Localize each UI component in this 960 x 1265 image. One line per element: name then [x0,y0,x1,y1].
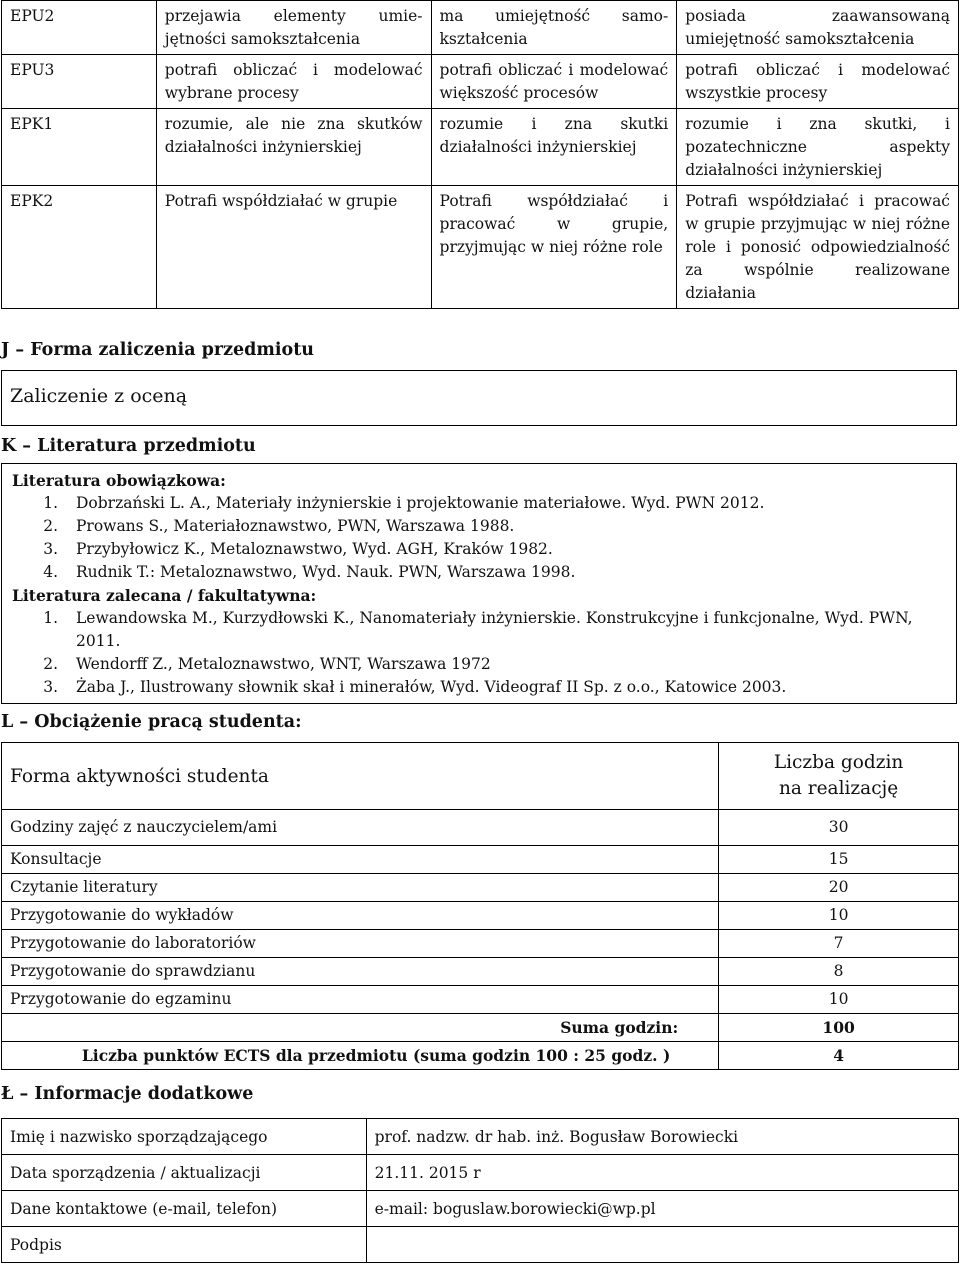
workload-row [2,930,959,958]
grading-value: Zaliczenie z oceną [10,385,188,407]
sum-value: 100 [719,1014,959,1042]
info-label: Dane kontaktowe (e-mail, telefon) [2,1191,367,1227]
info-label: Data sporządzenia / aktualizacji [2,1155,367,1191]
ects-value: 4 [719,1042,959,1070]
literature-item [12,607,948,653]
activity-label: Przygotowanie do laboratoriów [2,930,719,958]
effects-row [2,109,959,186]
literature-text: Wendorff Z., Metaloznawstwo, WNT, Warszawa 1972 [76,655,491,673]
effects-row [2,186,959,309]
effect-code: EPU3 [2,55,157,109]
literature-item [12,676,948,699]
grade-3-description: Potrafi współdziałać w grupie [156,186,431,309]
grade-3-description: rozumie, ale nie zna skutków działalności inżynierskiej [156,109,431,186]
literature-item [12,538,948,561]
info-value: e-mail: boguslaw.borowiecki@wp.pl [366,1191,958,1227]
literature-number: 2. [43,517,58,535]
info-value: 21.11. 2015 r [366,1155,958,1191]
literature-number: 3. [43,540,58,558]
effect-code: EPK2 [2,186,157,309]
info-row [2,1227,959,1263]
workload-col1-header: Forma aktywności studenta [2,743,719,810]
workload-row [2,958,959,986]
info-value [366,1227,958,1263]
literature-item [12,492,948,515]
grade-4-description: rozumie i zna skutki działalności inżynierskiej [431,109,677,186]
info-value: prof. nadzw. dr hab. inż. Bogusław Borowiecki [366,1119,958,1155]
activity-hours: 20 [719,874,959,902]
workload-row [2,874,959,902]
section-l2-heading: Ł – Informacje dodatkowe [1,1084,254,1104]
grade-5-description: posiada zaawansowaną umiejętność samokształcenia [677,1,959,55]
workload-row [2,810,959,846]
activity-hours: 8 [719,958,959,986]
info-label: Imię i nazwisko sporządzającego [2,1119,367,1155]
literature-number: 4. [43,563,58,581]
required-literature-list [12,492,948,584]
literature-text: Prowans S., Materiałoznawstwo, PWN, Warszawa 1988. [76,517,515,535]
activity-label: Przygotowanie do sprawdzianu [2,958,719,986]
effect-code: EPK1 [2,109,157,186]
literature-text: Rudnik T.: Metaloznawstwo, Wyd. Nauk. PWN, Warszawa 1998. [76,563,576,581]
literature-text: Żaba J., Ilustrowany słownik skał i minerałów, Wyd. Videograf II Sp. z o.o., Katowice 2003. [76,678,787,696]
sum-label: Suma godzin: [2,1014,719,1042]
workload-row [2,846,959,874]
additional-info-table [1,1118,959,1263]
required-literature-heading: Literatura obowiązkowa: [12,471,226,490]
optional-literature-heading: Literatura zalecana / fakultatywna: [12,586,317,605]
workload-row [2,986,959,1014]
activity-label: Konsultacje [2,846,719,874]
literature-item [12,653,948,676]
grade-4-description: ma umiejętność samo-kształcenia [431,1,677,55]
effects-row [2,55,959,109]
info-row [2,1191,959,1227]
workload-table [1,742,959,1070]
grade-3-description: przejawia elementy umie-jętności samokształcenia [156,1,431,55]
activity-hours: 30 [719,810,959,846]
grade-3-description: potrafi obliczać i modelować wybrane procesy [156,55,431,109]
grading-box [1,370,957,426]
optional-literature-list [12,607,948,699]
activity-label: Godziny zajęć z nauczycielem/ami [2,810,719,846]
activity-label: Przygotowanie do wykładów [2,902,719,930]
ects-label: Liczba punktów ECTS dla przedmiotu (suma godzin 100 : 25 godz. ) [2,1042,719,1070]
literature-number: 1. [43,494,58,512]
literature-box [1,463,957,704]
effects-table [1,0,959,309]
literature-item [12,515,948,538]
grade-4-description: potrafi obliczać i modelować większość procesów [431,55,677,109]
grade-4-description: Potrafi współdziałać i pracować w grupie, przyjmując w niej różne role [431,186,677,309]
literature-item [12,561,948,584]
section-l-heading: L – Obciążenie pracą studenta: [1,712,302,732]
activity-hours: 10 [719,986,959,1014]
activity-label: Czytanie literatury [2,874,719,902]
grade-5-description: potrafi obliczać i modelować wszystkie procesy [677,55,959,109]
literature-number: 2. [43,655,58,673]
activity-hours: 15 [719,846,959,874]
grade-5-description: Potrafi współdziałać i pracować w grupie przyjmując w niej różne role i ponosić odpowiedzialność za wspólnie realizowane działania [677,186,959,309]
literature-number: 1. [43,609,58,627]
literature-text: Przybyłowicz K., Metaloznawstwo, Wyd. AGH, Kraków 1982. [76,540,553,558]
section-k-heading: K – Literatura przedmiotu [1,436,256,456]
section-j-heading: J – Forma zaliczenia przedmiotu [1,340,315,360]
activity-hours: 7 [719,930,959,958]
activity-label: Przygotowanie do egzaminu [2,986,719,1014]
info-row [2,1155,959,1191]
grade-5-description: rozumie i zna skutki, i pozatechniczne aspekty działalności inżynierskiej [677,109,959,186]
activity-hours: 10 [719,902,959,930]
effect-code: EPU2 [2,1,157,55]
literature-text: Lewandowska M., Kurzydłowski K., Nanomateriały inżynierskie. Konstrukcyjne i funkcjonalne, Wyd. PWN, 2011. [76,609,913,650]
info-row [2,1119,959,1155]
workload-col2-header: Liczba godzin na realizację [719,743,959,810]
literature-text: Dobrzański L. A., Materiały inżynierskie i projektowanie materiałowe. Wyd. PWN 2012. [76,494,765,512]
literature-number: 3. [43,678,58,696]
info-label: Podpis [2,1227,367,1263]
effects-row [2,1,959,55]
workload-row [2,902,959,930]
